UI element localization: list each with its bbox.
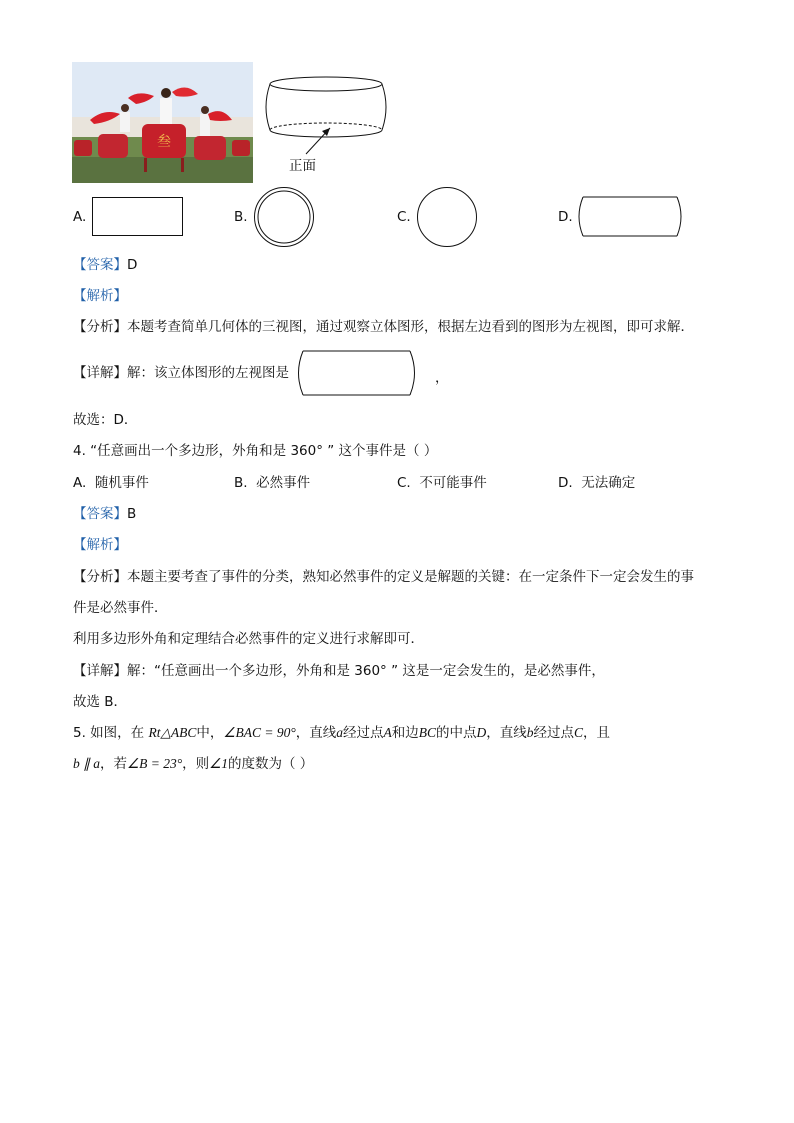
detail-tag: 【详解】 <box>73 663 127 679</box>
analysis-tag: 【解析】 <box>73 537 127 553</box>
q4-method-line: 利用多边形外角和定理结合必然事件的定义进行求解即可． <box>73 631 424 647</box>
q3-detail-line <box>73 364 289 382</box>
q4-answer-line <box>73 505 136 523</box>
q5-text: 的中点 <box>435 725 477 741</box>
q5-stem-line1 <box>73 724 610 742</box>
q4-option-d <box>558 474 635 492</box>
q5-text: 中， <box>196 725 224 741</box>
q5-text: 和边 <box>391 725 419 741</box>
q5-text: ，且 <box>583 725 610 741</box>
q3-answer-value: D <box>127 257 138 273</box>
q5-line-a: a <box>336 725 343 740</box>
q4-analysis-heading <box>73 536 127 554</box>
q4-option-c-text: 不可能事件 <box>419 475 487 491</box>
q4-option-b <box>234 474 310 492</box>
q4-fenxi-line1 <box>73 568 694 586</box>
front-label: 正面 <box>289 158 316 174</box>
q5-angle-bac: ∠BAC = 90° <box>223 725 296 740</box>
q5-side-bc: BC <box>418 725 436 740</box>
q5-point-a: A <box>383 725 392 740</box>
q5-stem-line2 <box>73 755 313 773</box>
q3-option-a-letter: A. <box>73 209 87 225</box>
q3-fenxi-line <box>73 318 694 336</box>
drum-performance-photo <box>72 62 253 183</box>
q5-point-c: C <box>573 725 583 740</box>
fenxi-tag: 【分析】 <box>73 569 127 585</box>
q3-option-c-circle <box>416 186 478 248</box>
q3-detail-text: 解：该立体图形的左视图是 <box>127 365 289 381</box>
q4-option-d-letter: D. <box>558 475 573 491</box>
q5-text: ，若 <box>100 756 127 772</box>
q4-option-a-letter: A. <box>73 475 87 491</box>
answer-tag: 【答案】 <box>73 506 127 522</box>
q5-text: ，直线 <box>486 725 527 741</box>
q3-answer-line <box>73 256 137 274</box>
q5-text: 的度数为（ ） <box>227 756 314 772</box>
fenxi-tag: 【分析】 <box>73 319 127 335</box>
q4-answer-value: B <box>127 506 137 522</box>
q4-fenxi-line2: 件是必然事件． <box>73 600 168 616</box>
q5-point-d: D <box>476 725 487 740</box>
q4-option-a <box>73 474 149 492</box>
q3-option-b-double-circle <box>253 186 315 248</box>
q3-analysis-heading <box>73 287 127 305</box>
svg-text:叁: 叁 <box>157 134 171 150</box>
analysis-tag: 【解析】 <box>73 288 127 304</box>
q3-option-d-letter: D. <box>558 209 573 225</box>
q5-triangle: Rt△ABC <box>148 725 197 740</box>
q5-text: 经过点 <box>342 725 384 741</box>
q5-text: ，直线 <box>295 725 337 741</box>
q3-fenxi-text: 本题考查简单几何体的三视图，通过观察立体图形，根据左边看到的图形为左视图，即可求解． <box>127 319 694 335</box>
q4-option-d-text: 无法确定 <box>581 475 636 491</box>
q4-option-c <box>397 474 487 492</box>
q3-option-b-letter: B. <box>234 209 248 225</box>
q5-angle-b: ∠B = 23° <box>127 756 183 771</box>
q3-detail-comma: ， <box>435 370 449 386</box>
q4-option-b-letter: B. <box>234 475 248 491</box>
q5-text: ，则 <box>182 756 210 772</box>
q5-angle-1: ∠1 <box>209 756 228 771</box>
q4-fenxi-text-1: 本题主要考查了事件的分类，熟知必然事件的定义是解题的关键：在一定条件下一定会发生的事 <box>127 569 694 585</box>
q4-detail-text: 解：“任意画出一个多边形，外角和是 360° ” 这是一定会发生的，是必然事件， <box>127 663 605 679</box>
front-arrow <box>300 122 340 158</box>
q5-text: 经过点 <box>533 725 574 741</box>
q3-option-a-rectangle <box>92 197 184 237</box>
q4-detail-line <box>73 662 605 680</box>
q4-conclusion: 故选 B． <box>73 694 128 710</box>
detail-tag: 【详解】 <box>73 365 127 381</box>
q5-line-b: b <box>526 725 534 740</box>
q5-parallel: b ∥ a <box>73 756 100 771</box>
q4-stem: 4. “任意画出一个多边形，外角和是 360° ” 这个事件是（ ） <box>73 443 438 459</box>
q3-option-d-barrel-shape <box>578 196 682 238</box>
q4-option-b-text: 必然事件 <box>256 475 311 491</box>
answer-tag: 【答案】 <box>73 257 127 273</box>
q4-option-a-text: 随机事件 <box>94 475 149 491</box>
q4-option-c-letter: C. <box>397 475 411 491</box>
q3-conclusion: 故选：D． <box>73 412 138 428</box>
q3-left-view-shape <box>297 350 417 396</box>
q5-number: 5. 如图，在 <box>73 725 145 741</box>
q3-option-c-letter: C. <box>397 209 411 225</box>
